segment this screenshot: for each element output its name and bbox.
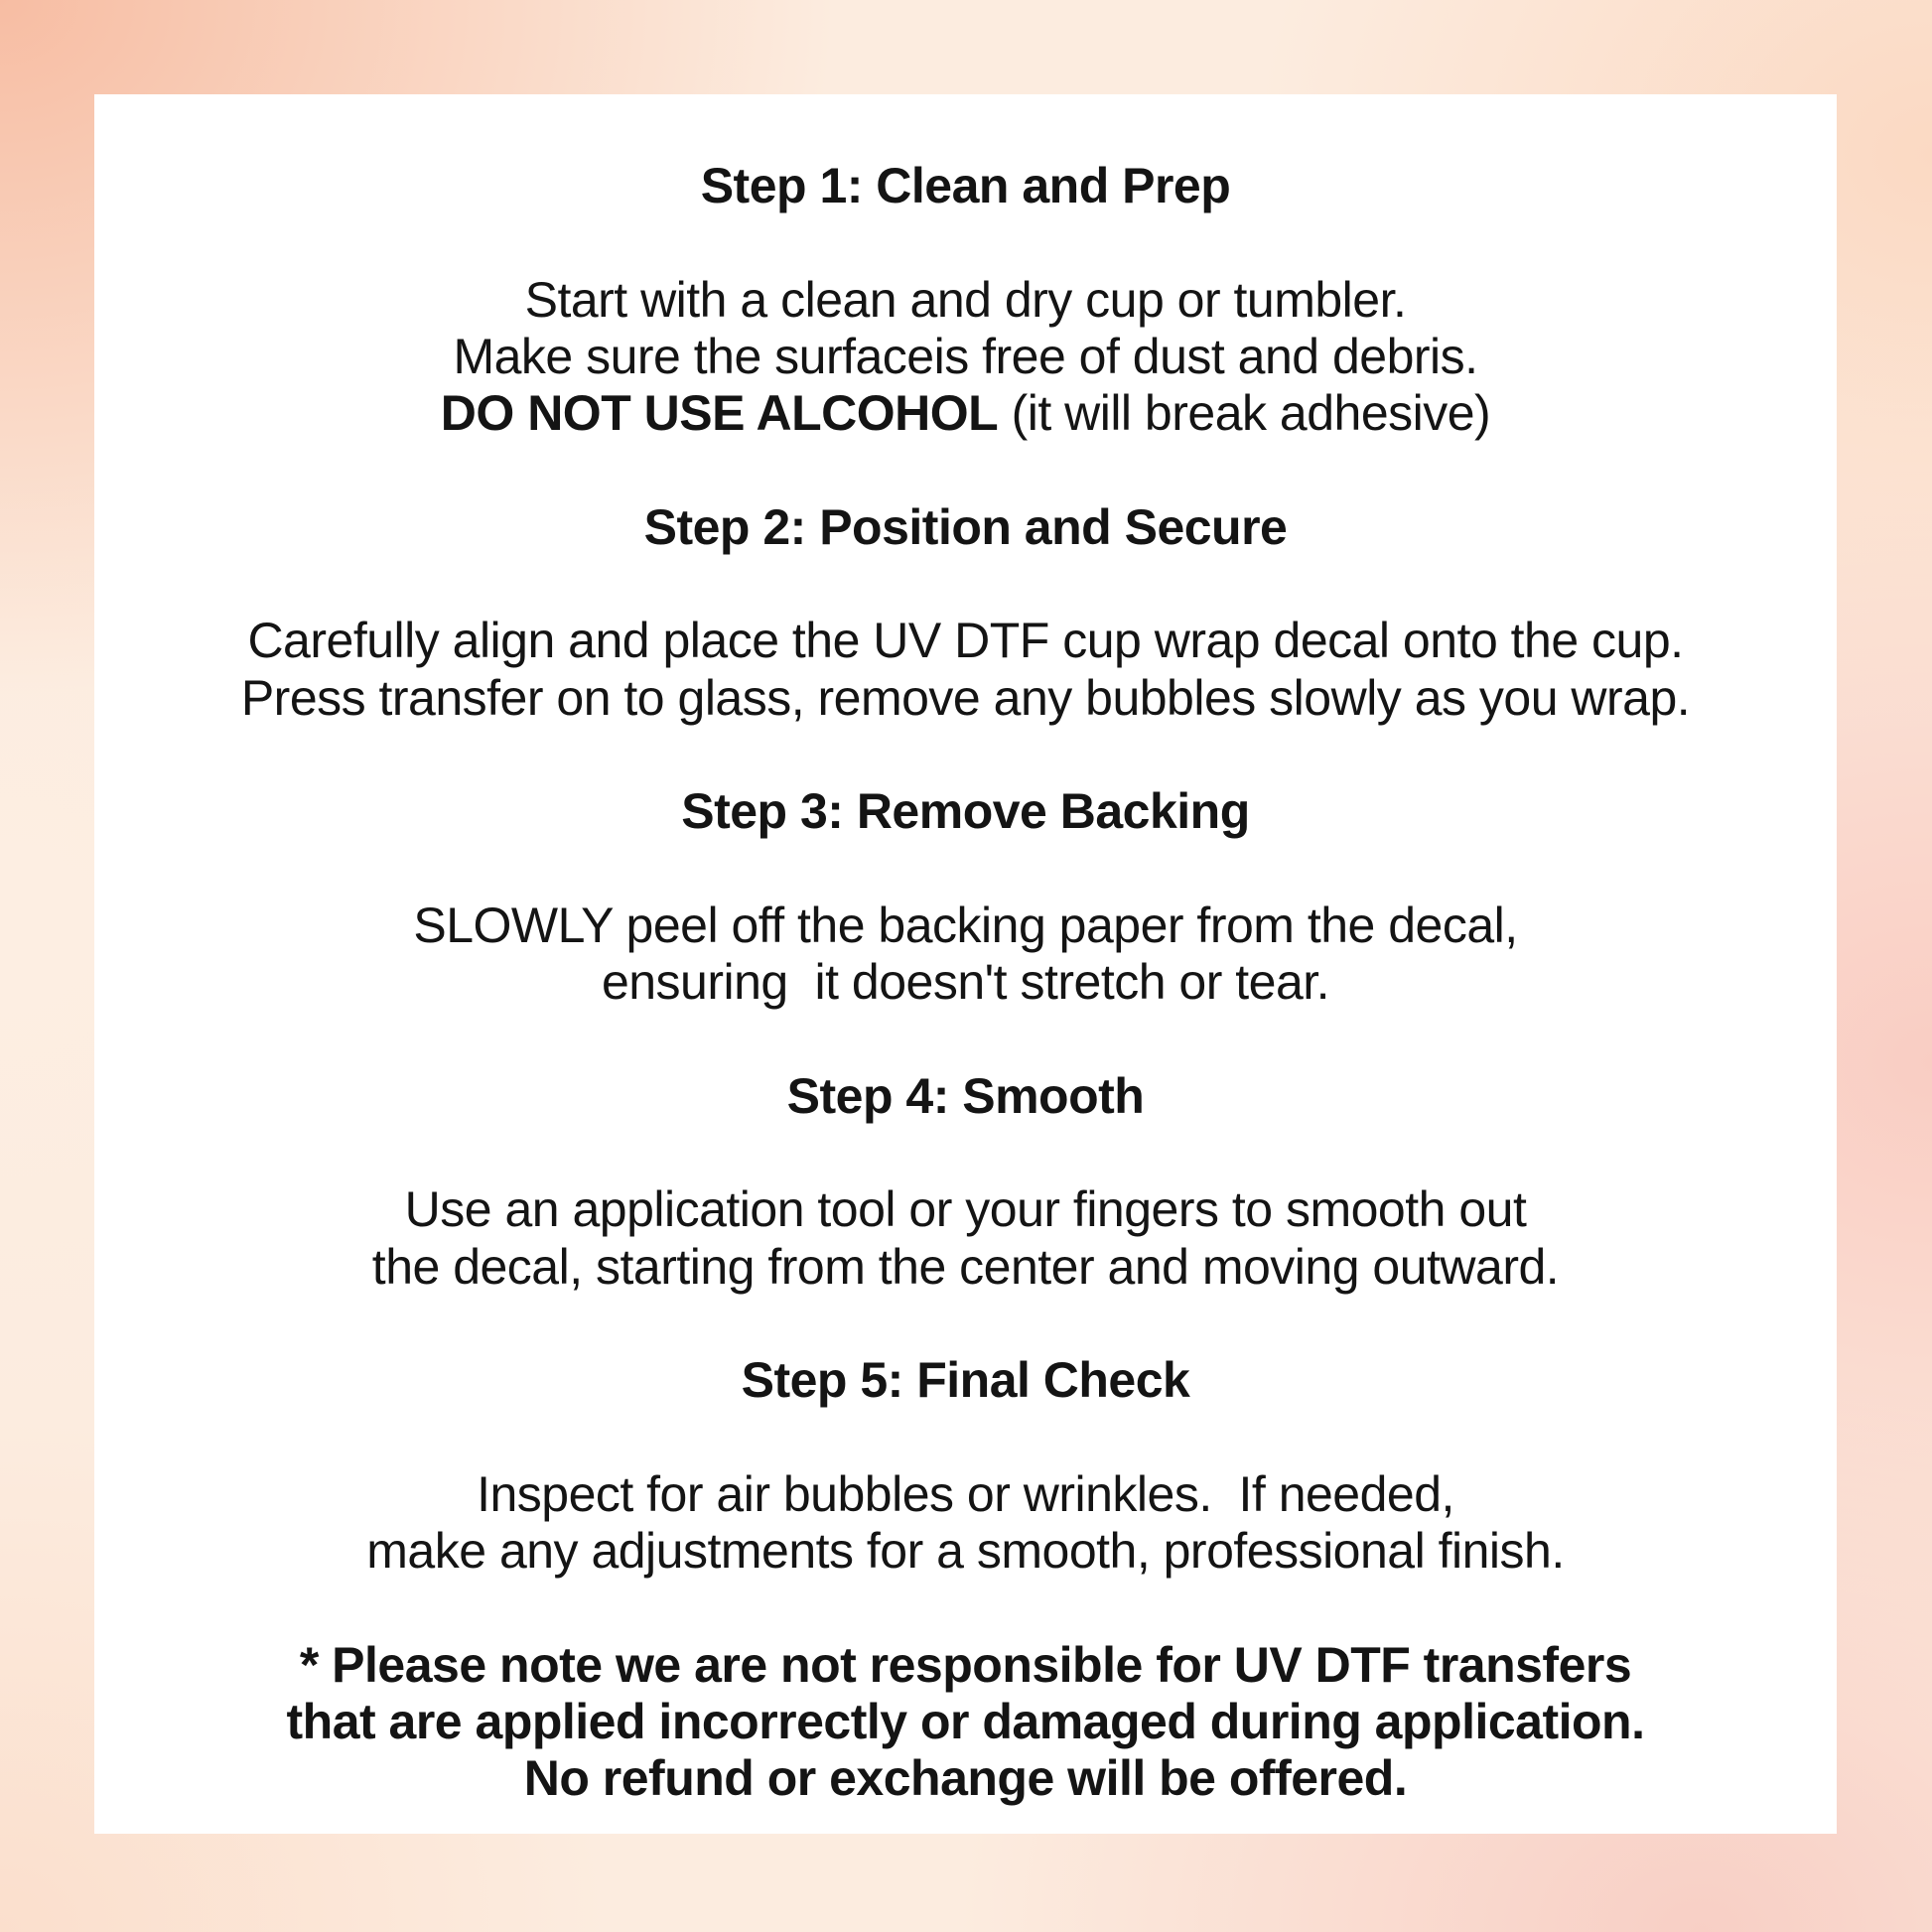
instruction-line	[94, 385, 1837, 442]
text-run: (it will break adhesive)	[998, 385, 1491, 442]
text-run: Step 1: Clean and Prep	[700, 158, 1231, 213]
text-run: Step 2: Position and Secure	[643, 498, 1288, 555]
step-heading	[94, 783, 1837, 840]
blank-line	[94, 1011, 1837, 1067]
step-heading	[94, 1068, 1837, 1125]
text-run: Press transfer on to glass, remove any bubbles slowly as you wrap.	[240, 669, 1691, 726]
text-run: Start with a clean and dry cup or tumbler.	[524, 271, 1407, 328]
text-run: make any adjustments for a smooth, professional finish.	[366, 1523, 1565, 1580]
instruction-line	[94, 613, 1837, 669]
instruction-line	[94, 329, 1837, 385]
text-run: Step 5: Final Check	[741, 1352, 1190, 1409]
text-run: that are applied incorrectly or damaged during application.	[286, 1694, 1645, 1750]
blank-line	[94, 442, 1837, 498]
instruction-card	[94, 94, 1837, 1834]
instruction-line	[94, 1466, 1837, 1523]
instruction-line	[94, 1523, 1837, 1580]
text-run: SLOWLY peel off the backing paper from the decal,	[413, 897, 1518, 953]
instruction-line	[94, 1181, 1837, 1238]
blank-line	[94, 1580, 1837, 1636]
step-heading	[94, 158, 1837, 214]
blank-line	[94, 1296, 1837, 1352]
text-run: Step 3: Remove Backing	[681, 783, 1250, 840]
disclaimer-line	[94, 1750, 1837, 1807]
blank-line	[94, 1125, 1837, 1181]
text-run: * Please note we are not responsible for UV DTF transfers	[299, 1636, 1632, 1693]
text-run: No refund or exchange will be offered.	[523, 1750, 1408, 1807]
blank-line	[94, 841, 1837, 897]
text-run: ensuring it doesn't stretch or tear.	[601, 954, 1330, 1011]
step-heading	[94, 1352, 1837, 1409]
blank-line	[94, 214, 1837, 271]
blank-line	[94, 1410, 1837, 1466]
text-run: DO NOT USE ALCOHOL	[440, 385, 999, 442]
instruction-line	[94, 897, 1837, 954]
text-run: Inspect for air bubbles or wrinkles. If needed,	[477, 1465, 1454, 1522]
blank-line	[94, 727, 1837, 783]
instruction-text-block	[94, 94, 1837, 1808]
instruction-line	[94, 670, 1837, 727]
text-run: the decal, starting from the center and moving outward.	[371, 1238, 1560, 1295]
text-run: Step 4: Smooth	[786, 1067, 1145, 1124]
text-run: Use an application tool or your fingers to smooth out	[404, 1181, 1527, 1238]
disclaimer-line	[94, 1637, 1837, 1694]
text-run: Make sure the surfaceis free of dust and debris.	[453, 328, 1478, 384]
text-run: Carefully align and place the UV DTF cup wrap decal onto the cup.	[247, 613, 1684, 669]
blank-line	[94, 556, 1837, 613]
disclaimer-line	[94, 1694, 1837, 1750]
instruction-line	[94, 954, 1837, 1011]
step-heading	[94, 499, 1837, 556]
instruction-line	[94, 1239, 1837, 1296]
instruction-line	[94, 272, 1837, 329]
